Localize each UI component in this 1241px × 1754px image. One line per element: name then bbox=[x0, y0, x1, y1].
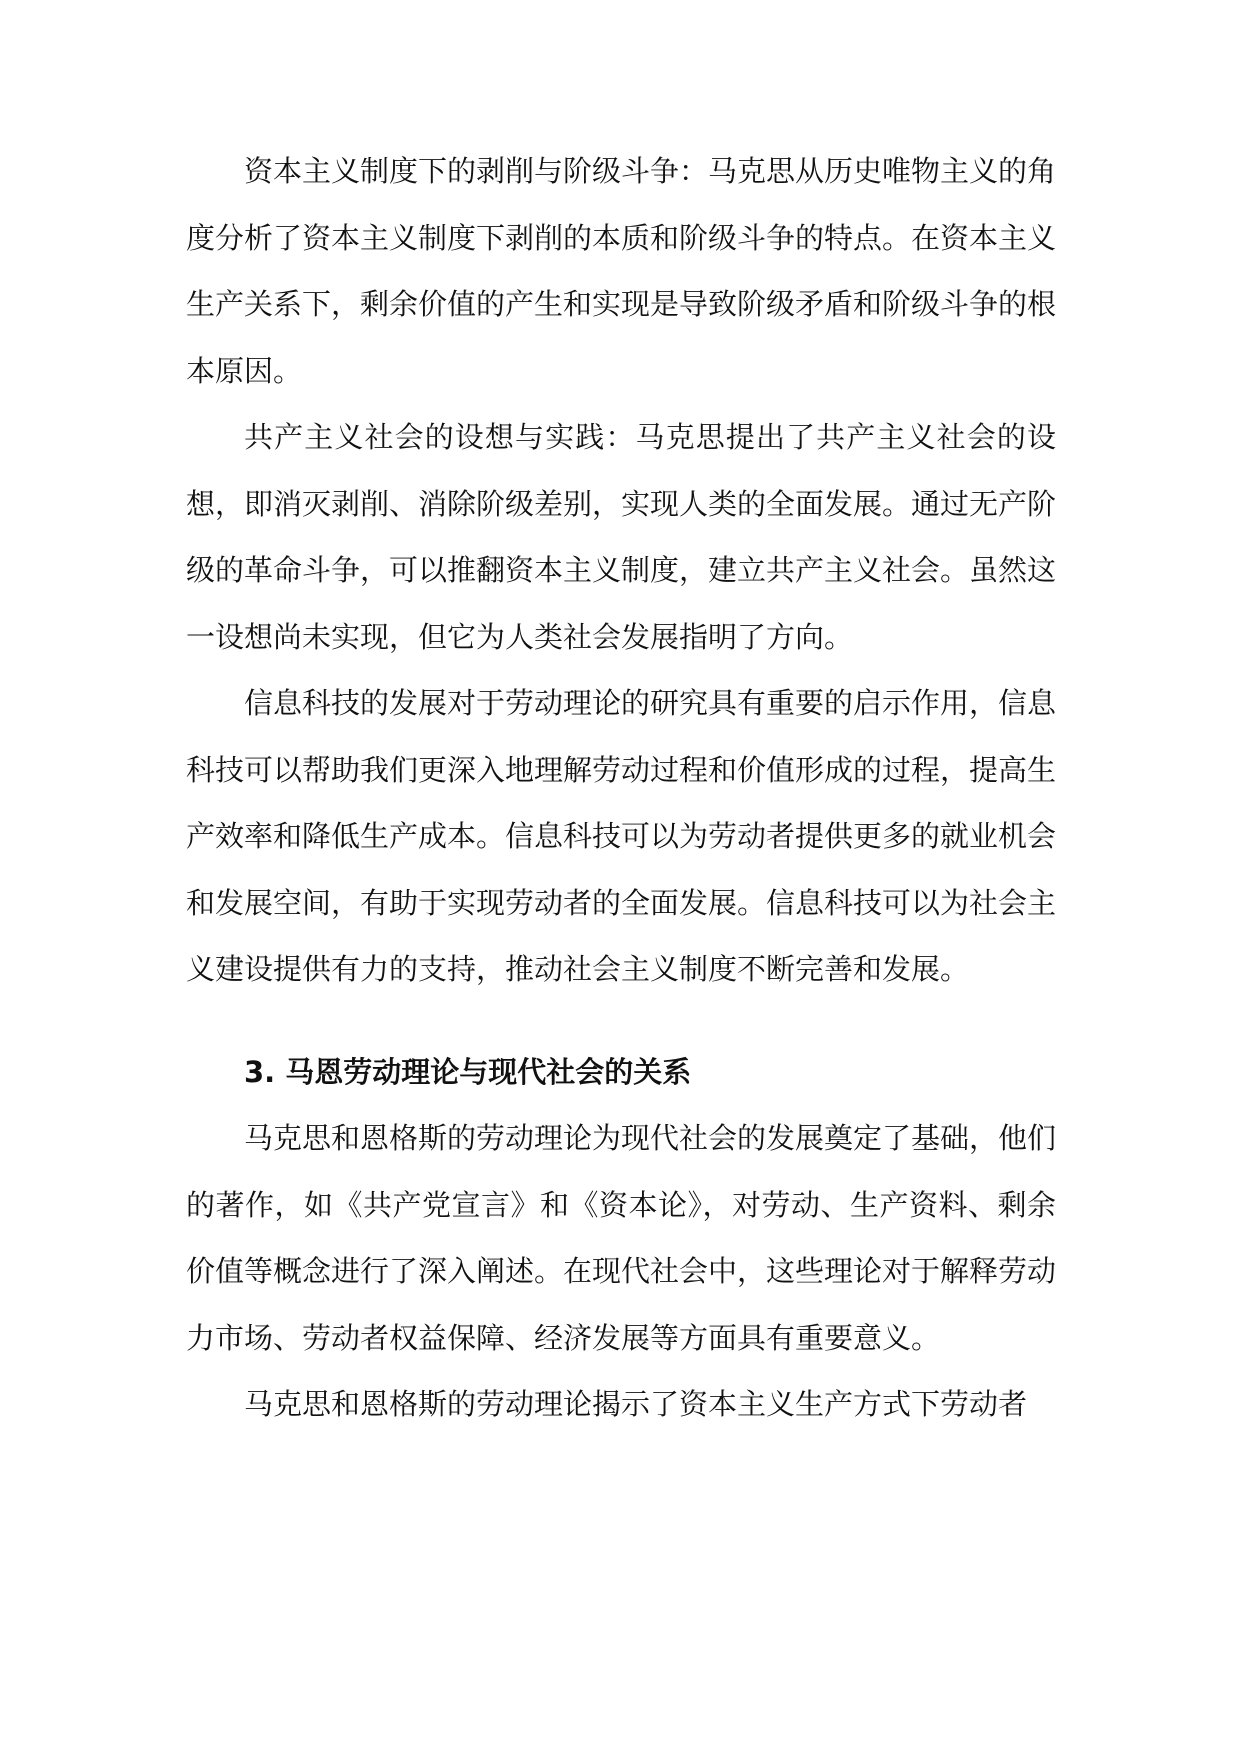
section-heading: 3. 马恩劳动理论与现代社会的关系 bbox=[244, 1054, 692, 1089]
paragraph-labor-theory-reveals: 马克思和恩格斯的劳动理论揭示了资本主义生产方式下劳动者 bbox=[244, 1387, 1028, 1421]
paragraph-labor-theory-foundation: 马克思和恩格斯的劳动理论为现代社会的发展奠定了基础，他们的著作，如《共产党宣言》和《资本论》，对劳动、生产资料、剩余价值等概念进行了深入阐述。在现代社会中，这些理论对于解释劳动力市场、劳动者权益保障、经济发展等方面具有重要意义。 bbox=[186, 1121, 1057, 1355]
paragraph-information-technology: 信息科技的发展对于劳动理论的研究具有重要的启示作用，信息科技可以帮助我们更深入地理解劳动过程和价值形成的过程，提高生产效率和降低生产成本。信息科技可以为劳动者提供更多的就业机会和发展空间，有助于实现劳动者的全面发展。信息科技可以为社会主义建设提供有力的支持，推动社会主义制度不断完善和发展。 bbox=[186, 686, 1057, 986]
document-page bbox=[186, 138, 1056, 1438]
paragraph-communist-society: 共产主义社会的设想与实践：马克思提出了共产主义社会的设想，即消灭剥削、消除阶级差别，实现人类的全面发展。通过无产阶级的革命斗争，可以推翻资本主义制度，建立共产主义社会。虽然这一设想尚未实现，但它为人类社会发展指明了方向。 bbox=[186, 420, 1057, 654]
paragraph-exploitation-class-struggle: 资本主义制度下的剥削与阶级斗争：马克思从历史唯物主义的角度分析了资本主义制度下剥削的本质和阶级斗争的特点。在资本主义生产关系下，剩余价值的产生和实现是导致阶级矛盾和阶级斗争的根本原因。 bbox=[186, 154, 1057, 388]
